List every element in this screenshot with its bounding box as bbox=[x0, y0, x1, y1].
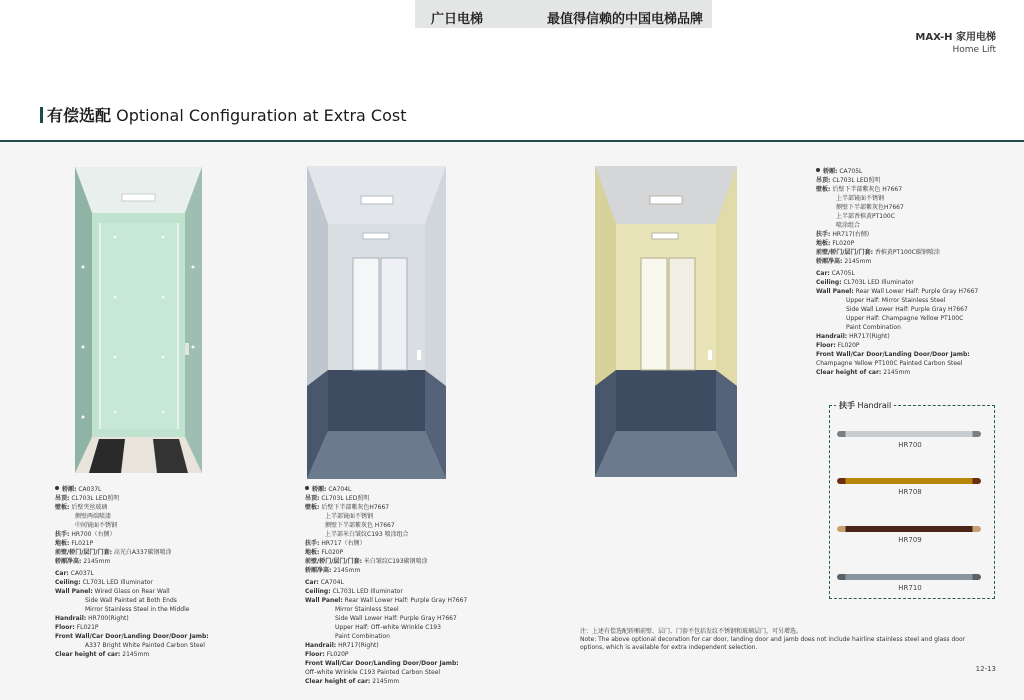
spec-line-cn bbox=[305, 503, 467, 512]
spec-line-en bbox=[55, 578, 209, 587]
handrail-swatch-hr709 bbox=[837, 526, 981, 532]
spec-model-label: 轿厢: bbox=[62, 486, 77, 493]
spec-key: 扶手: bbox=[305, 540, 320, 547]
spec-line-cn bbox=[305, 548, 467, 557]
handrail-title bbox=[836, 400, 894, 411]
spec-value: 2145mm bbox=[333, 567, 361, 574]
footnote bbox=[580, 628, 980, 652]
spec-line-en bbox=[816, 269, 978, 278]
spec-value: Rear Wall Lower Half: Purple Gray H7667 bbox=[855, 288, 979, 295]
spec-value: CA037L bbox=[70, 570, 94, 577]
spec-line-en bbox=[816, 359, 978, 368]
top-banner bbox=[415, 0, 712, 28]
handrail-code: HR708 bbox=[898, 488, 922, 496]
spec-key: Wall Panel: bbox=[816, 288, 854, 295]
spec-value: 2145mm bbox=[844, 258, 872, 265]
section-title-en: Optional Configuration at Extra Cost bbox=[116, 106, 407, 125]
spec-ca704l bbox=[305, 485, 467, 686]
spec-line-en bbox=[305, 668, 467, 677]
spec-line-cn bbox=[305, 512, 467, 521]
spec-line-cn bbox=[55, 521, 209, 530]
spec-value: CL703L LED照明 bbox=[321, 495, 370, 502]
spec-value: 侧壁下半部紫灰色H7667 bbox=[836, 204, 904, 211]
spec-key: Ceiling: bbox=[305, 588, 331, 595]
spec-key: Clear height of car: bbox=[305, 678, 371, 685]
spec-line-cn bbox=[55, 539, 209, 548]
spec-value: Mirror Stainless Steel in the Middle bbox=[85, 606, 190, 613]
cab-image-ca705l bbox=[595, 166, 737, 477]
footnote-en: Note: The above optional decoration for car door, landing door and jamb does not include hairline stainless steel and glass door options, which is available for extra independent selection. bbox=[580, 636, 966, 651]
spec-line-cn bbox=[55, 494, 209, 503]
spec-line-cn bbox=[305, 557, 467, 566]
spec-value: FL020P bbox=[321, 549, 344, 556]
section-title bbox=[40, 103, 407, 126]
spec-value: CL703L LED Illuminator bbox=[843, 279, 914, 286]
spec-line-cn bbox=[55, 503, 209, 512]
spec-key: 扶手: bbox=[55, 531, 70, 538]
spec-value: 中间镜面不锈钢 bbox=[75, 522, 118, 529]
spec-line-en bbox=[305, 677, 467, 686]
spec-line-en bbox=[305, 659, 467, 668]
brand-name: 广日电梯 bbox=[431, 12, 484, 27]
spec-line-cn bbox=[816, 176, 978, 185]
page-number: 12-13 bbox=[975, 665, 996, 673]
spec-value: Wired Glass on Rear Wall bbox=[94, 588, 170, 595]
spec-key: 地板: bbox=[816, 240, 831, 247]
spec-line-cn bbox=[816, 212, 978, 221]
spec-line-en bbox=[816, 314, 978, 323]
spec-key: Ceiling: bbox=[816, 279, 842, 286]
spec-value: Side Wall Lower Half: Purple Gray H7667 bbox=[846, 306, 968, 313]
spec-line-en bbox=[55, 614, 209, 623]
spec-key: 吊顶: bbox=[55, 495, 70, 502]
spec-value: 上半部镜面不锈钢 bbox=[325, 513, 374, 520]
spec-line-cn bbox=[816, 185, 978, 194]
spec-line-en bbox=[55, 641, 209, 650]
title-marker bbox=[40, 107, 43, 123]
spec-model-heading bbox=[305, 485, 467, 494]
spec-value: Paint Combination bbox=[846, 324, 901, 331]
spec-value: 2145mm bbox=[122, 651, 150, 658]
spec-model-heading bbox=[816, 167, 978, 176]
spec-value: 上半部香槟黄PT100C bbox=[836, 213, 895, 220]
spec-key: Floor: bbox=[55, 624, 75, 631]
spec-line-en bbox=[55, 650, 209, 659]
spec-key: Front Wall/Car Door/Landing Door/Door Jamb: bbox=[816, 351, 970, 358]
spec-ca037l bbox=[55, 485, 209, 659]
spec-key: Front Wall/Car Door/Landing Door/Door Jamb: bbox=[55, 633, 209, 640]
spec-line-cn bbox=[305, 566, 467, 575]
spec-key: 轿厢净高: bbox=[305, 567, 332, 574]
spec-model-code: CA705L bbox=[837, 168, 863, 175]
spec-line-en bbox=[816, 368, 978, 377]
spec-line-en bbox=[305, 632, 467, 641]
spec-value: Champagne Yellow PT100C Painted Carbon Steel bbox=[816, 360, 963, 367]
spec-value: Mirror Stainless Steel bbox=[335, 606, 399, 613]
handrail-title-cn: 扶手 bbox=[839, 401, 855, 410]
spec-line-cn bbox=[55, 557, 209, 566]
spec-value: FL020P bbox=[326, 651, 349, 658]
spec-key: 地板: bbox=[55, 540, 70, 547]
spec-line-en bbox=[305, 623, 467, 632]
spec-value: FL020P bbox=[837, 342, 860, 349]
spec-value: Side Wall Painted at Both Ends bbox=[85, 597, 177, 604]
spec-value: Rear Wall Lower Half: Purple Gray H7667 bbox=[344, 597, 468, 604]
spec-line-en bbox=[305, 641, 467, 650]
spec-value: 侧壁下半部紫灰色 H7667 bbox=[325, 522, 395, 529]
handrail-swatch-hr708 bbox=[837, 478, 981, 484]
spec-line-cn bbox=[55, 530, 209, 539]
spec-value: 后壁下半部紫灰色H7667 bbox=[321, 504, 390, 511]
spec-value: CL703L LED照明 bbox=[71, 495, 120, 502]
spec-key: Wall Panel: bbox=[305, 597, 343, 604]
spec-key: Clear height of car: bbox=[816, 369, 882, 376]
spec-line-en bbox=[816, 287, 978, 296]
spec-key: 前壁/轿门/层门/门套: bbox=[55, 549, 112, 556]
spec-value: 米白皱纹C193碳钢喷涂 bbox=[363, 558, 428, 565]
spec-line-en bbox=[55, 596, 209, 605]
cab-image-ca704l bbox=[307, 166, 446, 479]
spec-line-cn bbox=[816, 203, 978, 212]
spec-value: HR717（右侧） bbox=[321, 540, 366, 547]
spec-key: 扶手: bbox=[816, 231, 831, 238]
spec-value: CA705L bbox=[831, 270, 855, 277]
spec-line-en bbox=[305, 605, 467, 614]
spec-line-cn bbox=[305, 530, 467, 539]
spec-key: 前壁/轿门/层门/门套: bbox=[305, 558, 362, 565]
spec-value: Upper Half: Mirror Stainless Steel bbox=[846, 297, 946, 304]
spec-line-cn bbox=[55, 548, 209, 557]
spec-line-cn bbox=[816, 194, 978, 203]
spec-value: HR717(右侧) bbox=[832, 231, 870, 238]
spec-key: Car: bbox=[55, 570, 69, 577]
spec-line-en bbox=[816, 278, 978, 287]
spec-model-label: 轿厢: bbox=[823, 168, 838, 175]
spec-line-en bbox=[55, 632, 209, 641]
spec-key: 地板: bbox=[305, 549, 320, 556]
section-title-cn: 有偿选配 bbox=[47, 106, 112, 125]
spec-line-en bbox=[816, 341, 978, 350]
spec-line-cn bbox=[305, 539, 467, 548]
spec-key: 轿厢净高: bbox=[816, 258, 843, 265]
spec-model-code: CA704L bbox=[326, 486, 352, 493]
spec-value: 2145mm bbox=[372, 678, 400, 685]
spec-value: Upper Half: Off–white Wrinkle C193 bbox=[335, 624, 441, 631]
spec-value: Upper Half: Champagne Yellow PT100C bbox=[846, 315, 964, 322]
spec-line-en bbox=[816, 305, 978, 314]
spec-model-label: 轿厢: bbox=[312, 486, 327, 493]
spec-line-en bbox=[816, 323, 978, 332]
spec-line-cn bbox=[816, 239, 978, 248]
spec-line-en bbox=[305, 614, 467, 623]
spec-line-en bbox=[305, 596, 467, 605]
spec-line-en bbox=[816, 350, 978, 359]
series-title: MAX-H 家用电梯 bbox=[915, 32, 996, 43]
handrail-swatch-hr710 bbox=[837, 574, 981, 580]
spec-line-cn bbox=[816, 221, 978, 230]
footnote-cn: 注：上述有偿选配轿厢前壁、层门、门套不包括发纹不锈钢和玻璃层门，可另增选。 bbox=[580, 628, 803, 635]
spec-line-cn bbox=[816, 257, 978, 266]
spec-key: Floor: bbox=[305, 651, 325, 658]
spec-key: 吊顶: bbox=[816, 177, 831, 184]
spec-model-heading bbox=[55, 485, 209, 494]
spec-value: Paint Combination bbox=[335, 633, 390, 640]
spec-key: Clear height of car: bbox=[55, 651, 121, 658]
spec-value: HR700（右侧） bbox=[71, 531, 116, 538]
spec-value: HR717(Right) bbox=[338, 642, 379, 649]
spec-value: 2145mm bbox=[883, 369, 911, 376]
handrail-swatch-hr700 bbox=[837, 431, 981, 437]
spec-value: FL021P bbox=[71, 540, 94, 547]
brand-slogan: 最值得信赖的中国电梯品牌 bbox=[547, 12, 704, 27]
spec-value: FL020P bbox=[832, 240, 855, 247]
spec-value: 后壁夹丝玻璃 bbox=[71, 504, 108, 511]
spec-line-en bbox=[305, 650, 467, 659]
spec-line-en bbox=[55, 623, 209, 632]
spec-value: HR700(Right) bbox=[88, 615, 129, 622]
spec-value: 上半部米白皱纹C193 喷涂组合 bbox=[325, 531, 409, 538]
spec-line-cn bbox=[305, 521, 467, 530]
spec-value: FL021P bbox=[76, 624, 99, 631]
handrail-title-en: Handrail bbox=[857, 401, 892, 410]
spec-key: Car: bbox=[816, 270, 830, 277]
spec-key: Front Wall/Car Door/Landing Door/Door Jamb: bbox=[305, 660, 459, 667]
spec-value: A337 Bright White Painted Carbon Steel bbox=[85, 642, 205, 649]
series-label bbox=[915, 28, 996, 55]
spec-key: 轿厢净高: bbox=[55, 558, 82, 565]
spec-key: 吊顶: bbox=[305, 495, 320, 502]
spec-key: 前壁/轿门/层门/门套: bbox=[816, 249, 873, 256]
spec-line-en bbox=[55, 605, 209, 614]
handrail-code: HR700 bbox=[898, 441, 922, 449]
spec-ca705l bbox=[816, 167, 978, 377]
spec-key: Handrail: bbox=[305, 642, 337, 649]
spec-value: 喷涂组合 bbox=[836, 222, 861, 229]
spec-value: CL703L LED照明 bbox=[832, 177, 881, 184]
handrail-code: HR709 bbox=[898, 536, 922, 544]
spec-value: CL703L LED Illuminator bbox=[82, 579, 153, 586]
spec-line-en bbox=[305, 578, 467, 587]
spec-value: HR717(Right) bbox=[849, 333, 890, 340]
spec-key: 壁板: bbox=[305, 504, 320, 511]
spec-line-en bbox=[816, 332, 978, 341]
spec-key: Floor: bbox=[816, 342, 836, 349]
series-subtitle: Home Lift bbox=[952, 45, 996, 55]
handrail-code: HR710 bbox=[898, 584, 922, 592]
spec-key: 壁板: bbox=[816, 186, 831, 193]
spec-key: Handrail: bbox=[55, 615, 87, 622]
spec-line-cn bbox=[55, 512, 209, 521]
spec-value: Off–white Wrinkle C193 Painted Carbon Steel bbox=[305, 669, 441, 676]
spec-key: Wall Panel: bbox=[55, 588, 93, 595]
spec-value: Side Wall Lower Half: Purple Gray H7667 bbox=[335, 615, 457, 622]
cab-image-ca037l bbox=[75, 167, 202, 473]
spec-key: Handrail: bbox=[816, 333, 848, 340]
spec-value: 侧壁两端喷漆 bbox=[75, 513, 112, 520]
spec-value: 2145mm bbox=[83, 558, 111, 565]
spec-key: 壁板: bbox=[55, 504, 70, 511]
spec-model-code: CA037L bbox=[76, 486, 102, 493]
spec-line-en bbox=[305, 587, 467, 596]
spec-line-cn bbox=[305, 494, 467, 503]
spec-value: 香槟黄PT100C碳钢喷涂 bbox=[874, 249, 940, 256]
spec-value: 高光白A337碳钢喷涂 bbox=[113, 549, 172, 556]
spec-value: 上半部镜面不锈钢 bbox=[836, 195, 885, 202]
spec-line-en bbox=[55, 587, 209, 596]
spec-value: CL703L LED Illuminator bbox=[332, 588, 403, 595]
spec-line-en bbox=[816, 296, 978, 305]
spec-value: CA704L bbox=[320, 579, 344, 586]
spec-key: Ceiling: bbox=[55, 579, 81, 586]
spec-line-en bbox=[55, 569, 209, 578]
spec-line-cn bbox=[816, 248, 978, 257]
spec-value: 后壁下半部紫灰色 H7667 bbox=[832, 186, 903, 193]
spec-line-cn bbox=[816, 230, 978, 239]
spec-key: Car: bbox=[305, 579, 319, 586]
